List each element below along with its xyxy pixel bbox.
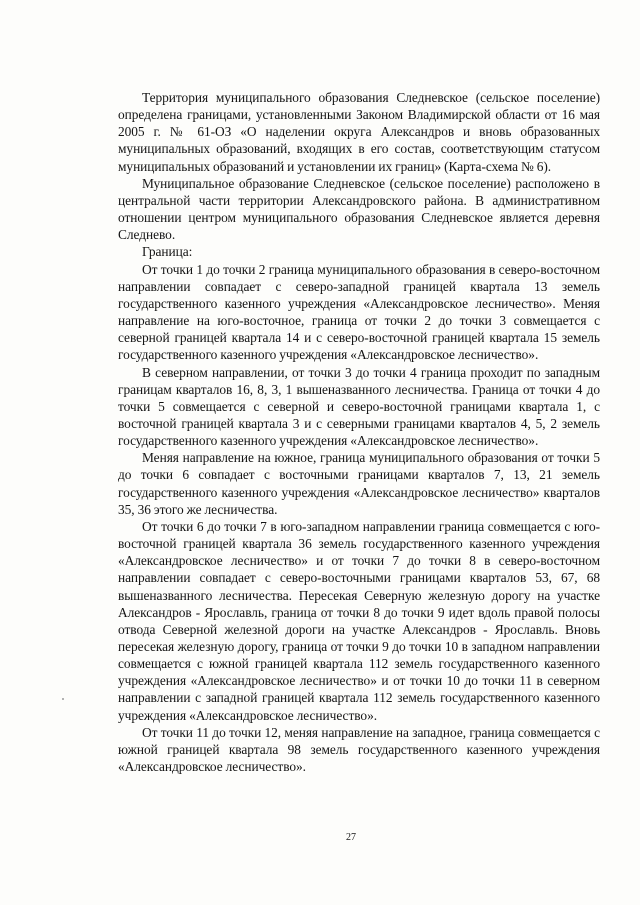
paragraph-territory: Территория муниципального образования Следневское (сельское поселение) определена границами, установленными Законом Владимирской области от 16 мая 2005 г. № 61-ОЗ «О наделении округа Александров и вновь образованных муниципальных образований, входящих в его состав, соответствующим статусом муниципальных образований и установлении их границ» (Карта-схема № 6). (118, 90, 600, 174)
boundary-heading: Граница: (142, 244, 193, 260)
scan-speck (62, 698, 64, 700)
paragraph-location: Муниципальное образование Следневское (сельское поселение) расположено в центральной части территории Александровского района. В административном отношении центром муниципального образования Следневское является деревня Следнево. (118, 175, 600, 243)
page-number: 27 (346, 832, 356, 843)
document-body (118, 89, 600, 775)
paragraph-points-3-5: В северном направлении, от точки 3 до точки 4 граница проходит по западным границам кварталов 16, 8, 3, 1 вышеназванного лесничества. Граница от точки 4 до точки 5 совмещается с северной и северо-восточной границами квартала 1, с восточной границей квартала 3 и с северными границами кварталов 4, 5, 2 земель государственного казенного учреждения «Александровское лесничество». (118, 364, 600, 449)
paragraph-points-5-6: Меняя направление на южное, граница муниципального образования от точки 5 до точки 6 совпадает с восточными границами кварталов 7, 13, 21 земель государственного казенного учреждения «Александровское лесничество» кварталов 35, 36 этого же лесничества. (118, 450, 600, 517)
paragraph-points-6-11: От точки 6 до точки 7 в юго-западном направлении граница совмещается с юго-восточной границей квартала 36 земель государственного казенного учреждения «Александровское лесничество» и от точки 7 до точки 8 в северо-восточном направлении совпадает с северо-восточными границами кварталов 53, 67, 68 вышеназванного лесничества. Пересекая Северную железную дорогу на участке Александров - Ярославль, граница от точки 8 до точки 9 идет вдоль правой полосы отвода Северной железной дороги на участке Александров - Ярославль. Вновь пересекая железную дорогу, граница от точки 9 до точки 10 в западном направлении совмещается с южной границей квартала 112 земель государственного казенного учреждения «Александровское лесничество» и от точки 10 до точки 11 в северном направлении с западной границей квартала 112 земель государственного казенного учреждения «Александровское лесничество». (118, 518, 600, 723)
paragraph-points-1-3: От точки 1 до точки 2 граница муниципального образования в северо-восточном направлении совпадает с северо-западной границей квартала 13 земель государственного казенного учреждения «Александровское лесничество». Меняя направление на юго-восточное, граница от точки 2 до точки 3 совмещается с северной границей квартала 14 и с северо-восточной границей квартала 15 земель государственного казенного учреждения «Александровское лесничество». (118, 261, 600, 363)
paragraph-points-11-12: От точки 11 до точки 12, меняя направление на западное, граница совмещается с южной границей квартала 98 земель государственного казенного учреждения «Александровское лесничество». (118, 724, 600, 775)
